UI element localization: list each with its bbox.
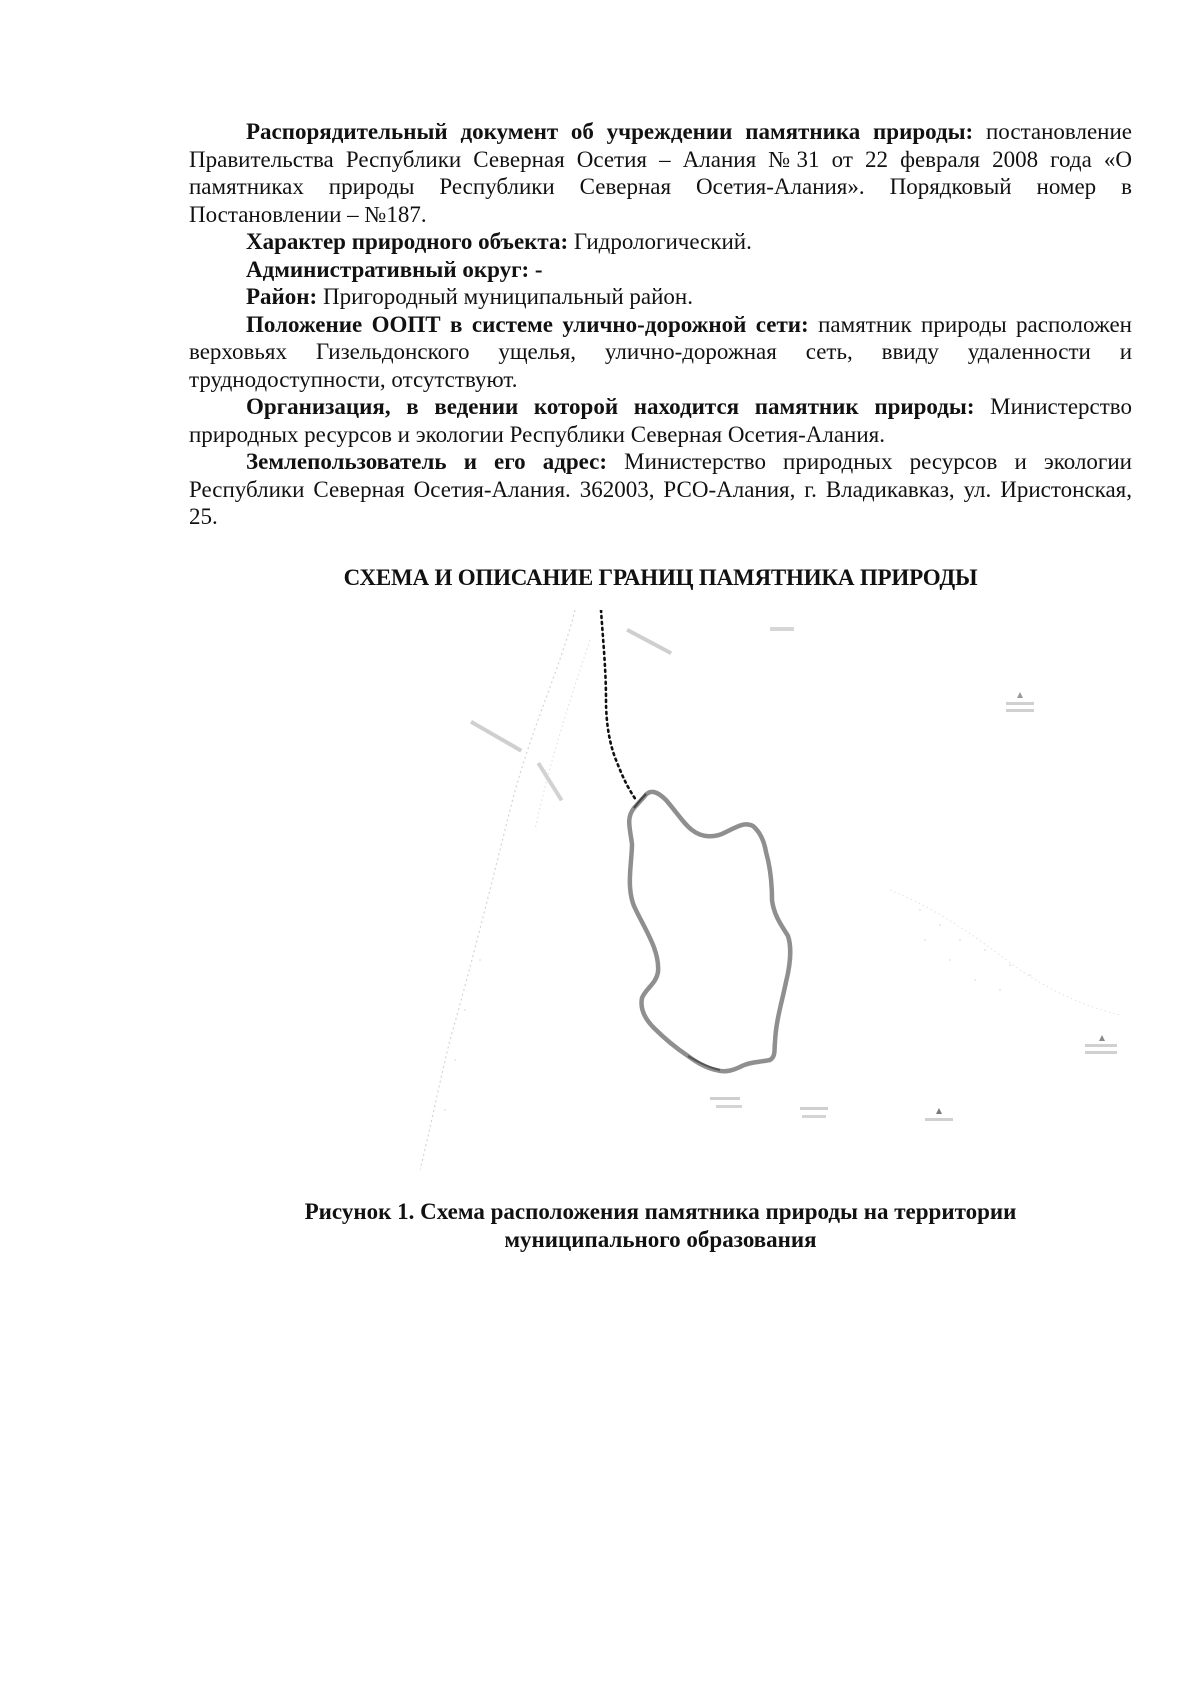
paragraph-road-network <box>189 311 1132 394</box>
peak-marker-south <box>925 1108 953 1121</box>
value-road-network: памятник природы расположен верховьях Гизельдонского ущелья, улично-дорожная сеть, ввиду удаленности и труднодоступности, отсутствуют. <box>189 311 1132 392</box>
label-object-type: Характер природного объекта: <box>246 229 569 254</box>
section-title: СХЕМА И ОПИСАНИЕ ГРАНИЦ ПАМЯТНИКА ПРИРОДЫ <box>343 565 978 590</box>
caption-line-1: Рисунок 1. Схема расположения памятника природы на территории <box>304 1199 1017 1224</box>
access-trail <box>601 610 636 800</box>
document-body <box>189 118 1132 531</box>
value-order-document: постановление Правительства Республики Северная Осетия – Алания №31 от 22 февраля 2008 года «О памятниках природы Республики Северная Осетия-Алания». Порядковый номер в Постановлении – №187. <box>189 119 1132 227</box>
caption-line-2: муниципального образования <box>504 1227 817 1252</box>
peak-marker-northeast <box>1006 692 1034 712</box>
value-object-type: Гидрологический. <box>568 229 752 254</box>
label-managing-organization: Организация, в ведении которой находится памятник природы: <box>246 394 975 419</box>
terrain-speckle <box>444 909 1031 1111</box>
map-label-river-left <box>470 720 522 752</box>
label-land-user: Землепользователь и его адрес: <box>246 449 608 474</box>
ridge-line <box>890 890 1120 1015</box>
peak-marker-east <box>1085 1035 1117 1054</box>
boundary-start-accent <box>634 794 646 808</box>
peak-marker-top <box>770 627 794 631</box>
paragraph-object-type <box>189 228 1132 256</box>
map-label-river-top <box>626 628 672 655</box>
river-line <box>420 610 575 1170</box>
value-managing-organization: Министерство природных ресурсов и экологии Республики Северная Осетия-Алания. <box>189 394 1132 447</box>
figure-caption <box>189 1198 1132 1254</box>
map-label-river-middle <box>537 762 564 801</box>
value-land-user: Министерство природных ресурсов и экологии Республики Северная Осетия-Алания. 362003, РСО-Алания, г. Владикавказ, ул. Иристонская, 25. <box>189 449 1132 529</box>
peak-marker-south-center <box>800 1107 828 1118</box>
peak-marker-southwest <box>710 1097 742 1108</box>
label-road-network: Положение ООПТ в системе улично-дорожной сети: <box>246 311 809 337</box>
boundary-map <box>420 610 1120 1170</box>
label-order-document: Распорядительный документ об учреждении памятника природы: <box>246 119 974 144</box>
river-line-secondary <box>535 640 590 830</box>
paragraph-managing-organization <box>189 393 1132 448</box>
paragraph-admin-district <box>189 256 1132 284</box>
label-admin-district: Административный округ: - <box>246 256 543 282</box>
monument-boundary <box>629 792 790 1071</box>
label-region: Район: <box>246 284 318 309</box>
value-region: Пригородный муниципальный район. <box>317 284 693 309</box>
paragraph-order-document <box>189 118 1132 228</box>
paragraph-land-user <box>189 448 1132 531</box>
paragraph-region <box>189 283 1132 311</box>
